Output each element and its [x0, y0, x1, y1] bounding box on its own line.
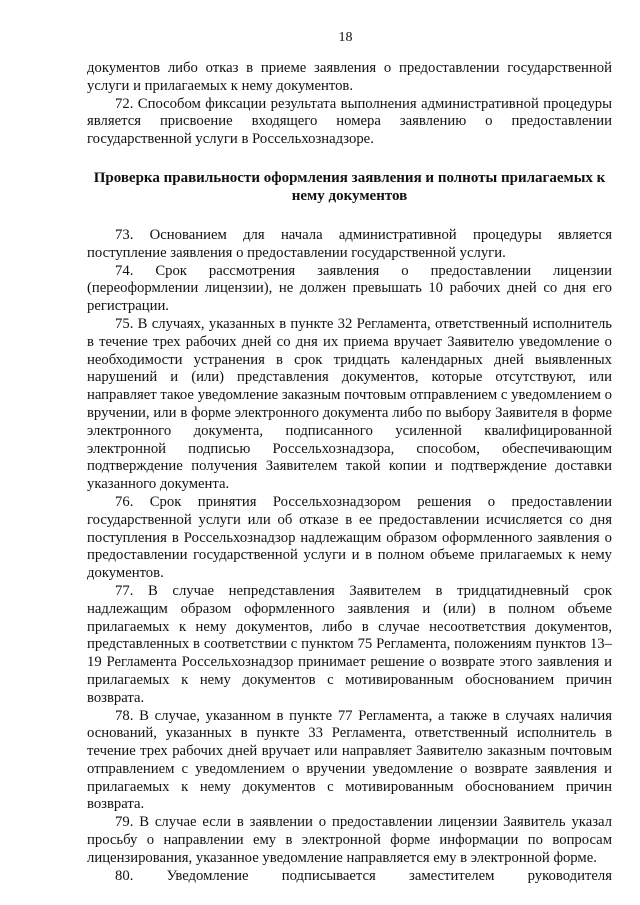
document-body: [87, 60, 612, 885]
paragraph: 78. В случае, указанном в пункте 77 Регламента, а также в случаях наличия оснований, указанных в пункте 33 Регламента, ответственный исполнитель в течение трех рабочих дней вручает или направляет Заявителю заказным почтовым отправлением с уведомлением о вручении уведомление о возврате заявления и прилагаемых к нему документов с мотивированным обоснованием причин возврата.: [87, 707, 612, 813]
paragraph: 79. В случае если в заявлении о предоставлении лицензии Заявитель указал просьбу о направлении ему в электронной форме информации по вопросам лицензирования, указанное уведомление направляется ему в электронной форме.: [87, 814, 612, 866]
page-number: 18: [338, 30, 353, 45]
paragraph: документов либо отказ в приеме заявления о предоставлении государственной услуги и прилагаемых к нему документов.: [87, 60, 612, 94]
section-heading: Проверка правильности оформления заявления и полноты прилагаемых к нему документов: [93, 169, 606, 204]
paragraph: 75. В случаях, указанных в пункте 32 Регламента, ответственный исполнитель в течение трех рабочих дней со дня их приема вручает Заявителю уведомление о необходимости устранения в срок тридцать календарных дней выявленных нарушений и (или) представления документов, которые отсутствуют, или направляет такое уведомление заказным почтовым отправлением с уведомлением о вручении, или в форме электронного документа либо по выбору Заявителя в форме электронного документа, подписанного усиленной квалифицированной электронной подписью Россельхознадзора, способом, обеспечивающим подтверждение получения Заявителем такой копии и подтверждение доставки указанного документа.: [87, 315, 612, 493]
paragraphs-before-heading: [87, 60, 612, 149]
paragraph: 80. Уведомление подписывается заместителем руководителя: [115, 867, 612, 884]
paragraphs-after-heading: [87, 227, 612, 885]
paragraph: 77. В случае непредставления Заявителем в тридцатидневный срок надлежащим образом оформленного заявления и (или) в полном объеме прилагаемых к нему документов, либо в случае несоответствия документов, представленных в соответствии с пунктом 75 Регламента, положениям пунктов 13–19 Регламента Россельхознадзор принимает решение о возврате этого заявления и прилагаемых к нему документов с мотивированным обоснованием причин возврата.: [87, 582, 612, 706]
paragraph: 72. Способом фиксации результата выполнения административной процедуры является присвоение входящего номера заявлению о предоставлении государственной услуги в Россельхознадзоре.: [87, 95, 612, 148]
paragraph: 73. Основанием для начала административной процедуры является поступление заявления о предоставлении государственной услуги.: [87, 226, 612, 261]
paragraph: 76. Срок принятия Россельхознадзором решения о предоставлении государственной услуги или об отказе в ее предоставлении исчисляется со дня поступления в Россельхознадзор надлежащим образом оформленного заявления о предоставлении государственной услуги и в полном объеме прилагаемых к нему документов.: [87, 493, 612, 582]
paragraph: 74. Срок рассмотрения заявления о предоставлении лицензии (переоформлении лицензии), не должен превышать 10 рабочих дней со дня его регистрации.: [87, 262, 612, 315]
